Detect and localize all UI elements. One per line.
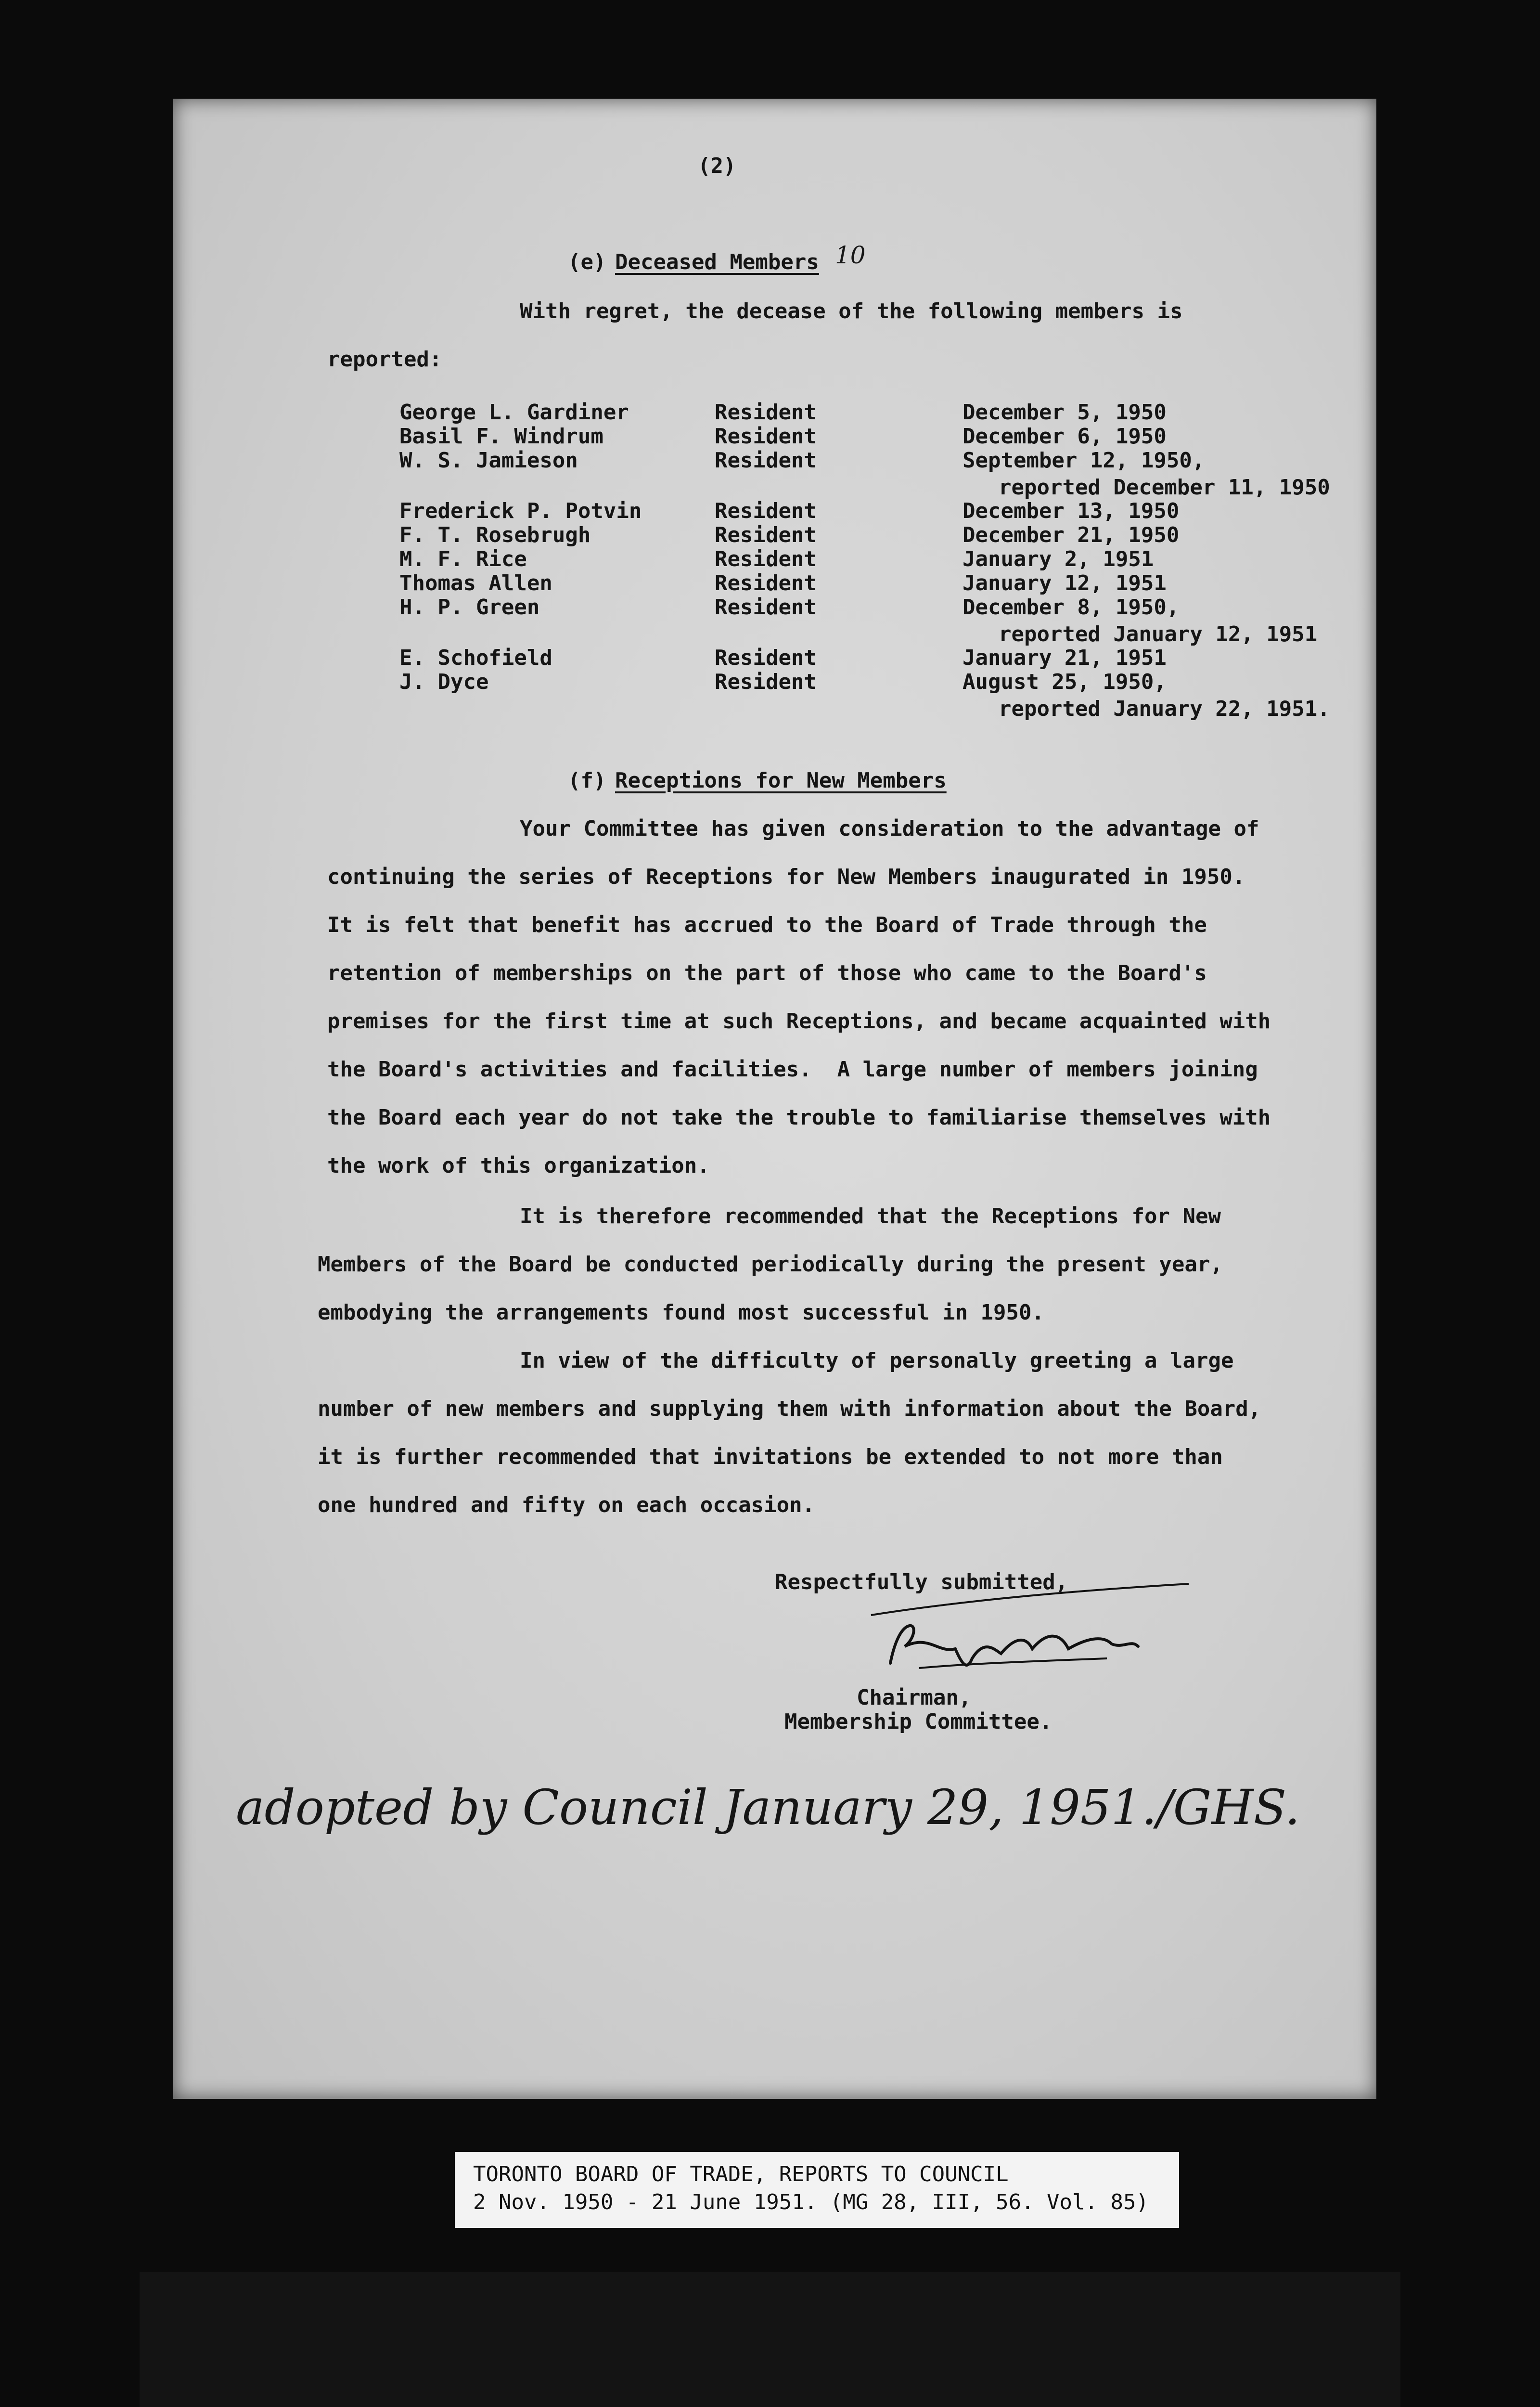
member-name: Basil F. Windrum: [399, 424, 603, 449]
member-name: Frederick P. Potvin: [399, 499, 642, 523]
paragraph-line: Your Committee has given consideration to the advantage of: [520, 816, 1259, 841]
paragraph-line: It is felt that benefit has accrued to the Board of Trade through the: [327, 913, 1207, 937]
member-note: reported January 22, 1951.: [999, 697, 1330, 721]
member-note: reported December 11, 1950: [999, 475, 1330, 500]
member-type: Resident: [715, 547, 817, 571]
handwritten-approval-note: adopted by Council January 29, 1951./GHS.: [236, 1779, 1300, 1836]
paragraph-line: retention of memberships on the part of those who came to the Board's: [327, 961, 1207, 985]
member-date: January 2, 1951: [962, 547, 1154, 571]
paragraph-line: the Board each year do not take the trouble to familiarise themselves with: [327, 1105, 1271, 1130]
member-type: Resident: [715, 523, 817, 547]
signatory-title: Chairman,: [857, 1685, 972, 1710]
film-shadow: [140, 2272, 1400, 2407]
member-name: W. S. Jamieson: [399, 448, 578, 473]
member-date: August 25, 1950,: [962, 670, 1167, 694]
document-page: [173, 99, 1376, 2099]
paragraph-line: number of new members and supplying them with information about the Board,: [318, 1397, 1261, 1421]
member-date: December 8, 1950,: [962, 595, 1180, 620]
archive-label: [455, 2152, 1179, 2228]
paragraph-line: premises for the first time at such Receptions, and became acquainted with: [327, 1009, 1271, 1034]
member-type: Resident: [715, 424, 817, 449]
section-f-heading: Receptions for New Members: [615, 768, 947, 793]
member-name: George L. Gardiner: [399, 400, 629, 425]
member-name: H. P. Green: [399, 595, 540, 620]
member-note: reported January 12, 1951: [999, 622, 1318, 647]
page-number: (2): [698, 154, 736, 178]
member-type: Resident: [715, 400, 817, 425]
member-name: E. Schofield: [399, 646, 552, 670]
member-date: January 21, 1951: [962, 646, 1167, 670]
paragraph-line: one hundred and fifty on each occasion.: [318, 1493, 815, 1517]
member-type: Resident: [715, 571, 817, 595]
paragraph-line: it is further recommended that invitations be extended to not more than: [318, 1445, 1223, 1469]
section-e-letter: (e): [568, 250, 606, 274]
member-date: December 5, 1950: [962, 400, 1167, 425]
paragraph-line: Members of the Board be conducted periodically during the present year,: [318, 1252, 1223, 1277]
section-e-heading: Deceased Members: [615, 250, 819, 274]
member-type: Resident: [715, 499, 817, 523]
member-date: December 6, 1950: [962, 424, 1167, 449]
section-e-intro-line2: reported:: [327, 347, 442, 372]
member-date: September 12, 1950,: [962, 448, 1205, 473]
member-name: J. Dyce: [399, 670, 489, 694]
section-f-letter: (f): [568, 768, 606, 793]
member-type: Resident: [715, 670, 817, 694]
member-date: January 12, 1951: [962, 571, 1167, 595]
archive-label-line1: TORONTO BOARD OF TRADE, REPORTS TO COUNCIL: [473, 2162, 1009, 2187]
paragraph-line: embodying the arrangements found most successful in 1950.: [318, 1300, 1044, 1325]
section-e-intro-line1: With regret, the decease of the following members is: [520, 299, 1183, 324]
signature: [818, 1581, 1194, 1687]
paragraph-line: the Board's activities and facilities. A large number of members joining: [327, 1057, 1258, 1082]
member-type: Resident: [715, 595, 817, 620]
member-name: F. T. Rosebrugh: [399, 523, 591, 547]
member-type: Resident: [715, 448, 817, 473]
paragraph-line: In view of the difficulty of personally greeting a large: [520, 1348, 1234, 1373]
archive-label-line2: 2 Nov. 1950 - 21 June 1951. (MG 28, III, 56. Vol. 85): [473, 2190, 1149, 2214]
member-type: Resident: [715, 646, 817, 670]
member-name: Thomas Allen: [399, 571, 552, 595]
paragraph-line: the work of this organization.: [327, 1153, 710, 1178]
member-name: M. F. Rice: [399, 547, 527, 571]
member-date: December 13, 1950: [962, 499, 1180, 523]
signatory-committee: Membership Committee.: [784, 1709, 1052, 1734]
respectfully-submitted: Respectfully submitted,: [775, 1570, 1068, 1594]
handwritten-number: 10: [835, 241, 866, 269]
paragraph-line: continuing the series of Receptions for New Members inaugurated in 1950.: [327, 865, 1245, 889]
paragraph-line: It is therefore recommended that the Receptions for New: [520, 1204, 1221, 1229]
member-date: December 21, 1950: [962, 523, 1180, 547]
